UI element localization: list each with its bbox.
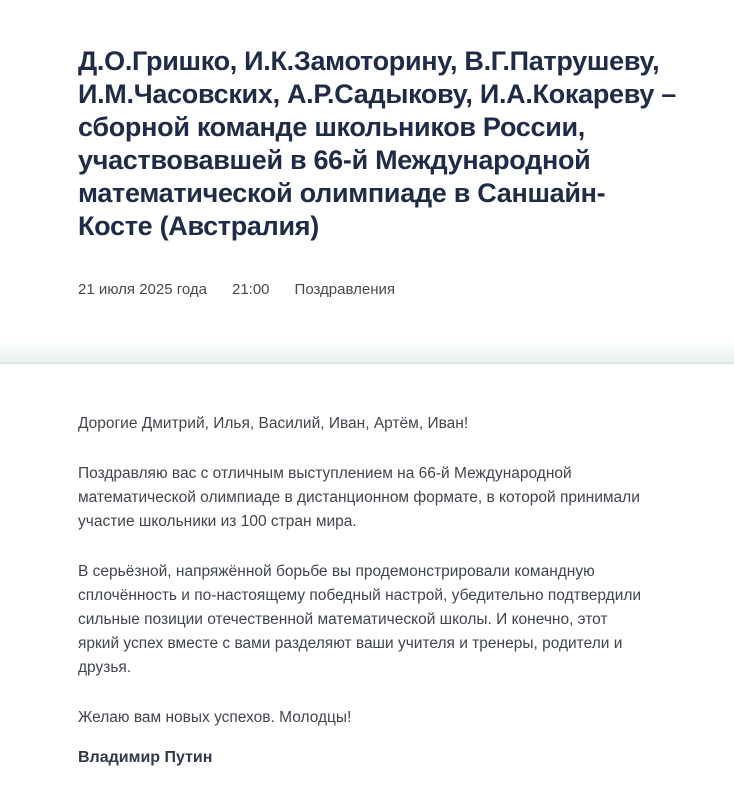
- article-header: [78, 45, 678, 298]
- publish-date-label: 21 июля 2025 года: [78, 281, 207, 298]
- publish-time-label: 21:00: [231, 281, 270, 298]
- article-title: Д.О.Гришко, И.К.Замоторину, В.Г.Патрушеву, И.М.Часовских, А.Р.Садыкову, И.А.Кокареву – сборной команде школьников России, участвовавшей в 66-й Международной математической олимпиаде в Саншайн-Косте (Австралия): [78, 46, 677, 241]
- header-divider: [0, 342, 734, 364]
- closing-paragraph: Желаю вам новых успехов. Молодцы!: [78, 709, 352, 726]
- article-meta: [78, 281, 678, 298]
- signature: Владимир Путин: [78, 749, 213, 766]
- body-paragraph: Поздравляю вас с отличным выступлением на 66-й Международной математической олимпиаде в дистанционном формате, в которой принимали участие школьники из 100 стран мира.: [78, 465, 640, 530]
- body-paragraph: В серьёзной, напряжённой борьбе вы продемонстрировали командную сплочённость и по-настоящему победный настрой, убедительно подтвердили сильные позиции отечественной математической школы. И конечно, этот яркий успех вместе с вами разделяют ваши учителя и тренеры, родители и друзья.: [78, 563, 642, 676]
- article-body: [78, 412, 643, 770]
- category-link[interactable]: Поздравления: [294, 281, 395, 298]
- salutation-paragraph: Дорогие Дмитрий, Илья, Василий, Иван, Артём, Иван!: [78, 415, 469, 432]
